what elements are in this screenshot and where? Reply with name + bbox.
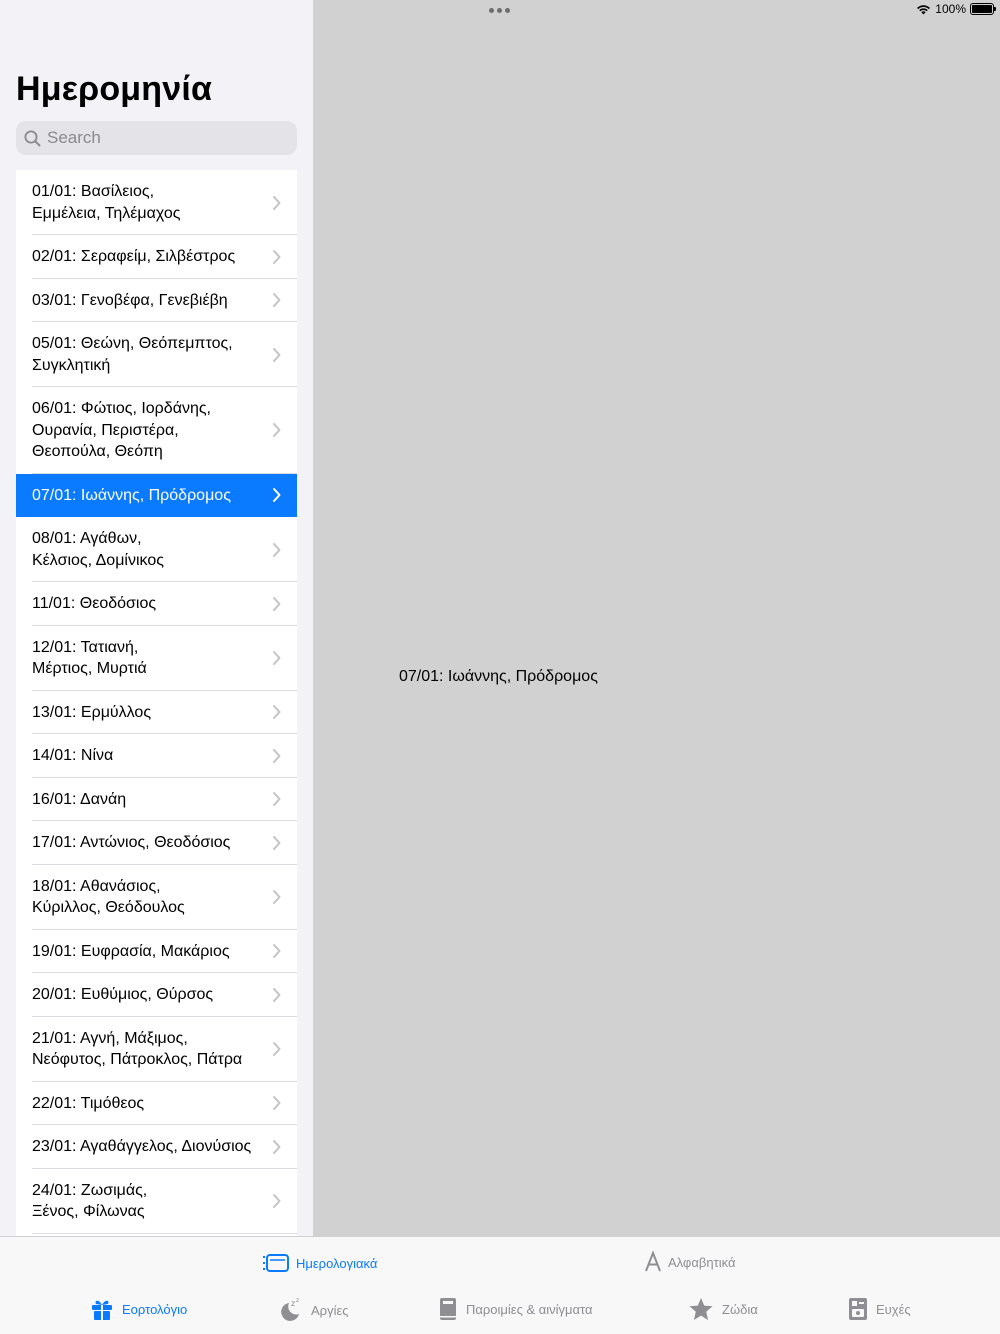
list-item-label	[32, 246, 235, 268]
list-item[interactable]	[16, 973, 297, 1017]
list-item-line: 07/01: Ιωάννης, Πρόδρομος	[32, 486, 231, 504]
list-item[interactable]	[16, 1169, 297, 1234]
list-item-line: Ξένος, Φίλωνας	[32, 1203, 145, 1220]
search-icon	[24, 130, 41, 147]
list-item[interactable]	[16, 517, 297, 582]
multitasking-dots-icon[interactable]	[489, 8, 510, 13]
svg-text:z: z	[291, 1299, 296, 1308]
list-item-line: Συγκλητική	[32, 356, 111, 374]
list-item-line: 11/01: Θεοδόσιος	[32, 595, 157, 612]
chevron-right-icon	[272, 348, 281, 362]
segment-alphabetical[interactable]	[644, 1252, 735, 1272]
tab-zodia[interactable]	[688, 1297, 758, 1321]
list-item-line: 17/01: Αντώνιος, Θεοδόσιος	[32, 834, 231, 851]
list-item[interactable]	[16, 279, 297, 323]
list-item[interactable]	[16, 1082, 297, 1126]
list-item-label	[32, 637, 147, 680]
chevron-right-icon	[272, 705, 281, 719]
list-item-line: 01/01: Βασίλειος,	[32, 183, 155, 200]
moon-sleep-icon	[277, 1297, 303, 1323]
list-item-line: 19/01: Ευφρασία, Μακάριος	[32, 942, 230, 960]
letter-a-icon	[644, 1252, 662, 1272]
wifi-icon	[916, 4, 931, 15]
tab-argies-label: Αργίες	[311, 1302, 349, 1318]
chevron-right-icon	[272, 836, 281, 850]
tab-paroimies[interactable]	[438, 1297, 593, 1321]
list-item-line: 21/01: Αγνή, Μάξιμος,	[32, 1029, 188, 1047]
chevron-right-icon	[272, 597, 281, 611]
list-item-line: 14/01: Νίνα	[32, 747, 114, 764]
chevron-right-icon	[272, 196, 281, 210]
card-icon	[848, 1297, 868, 1321]
chevron-right-icon	[272, 1194, 281, 1208]
list-item-line: 24/01: Ζωσιμάς,	[32, 1181, 148, 1199]
list-item[interactable]	[16, 821, 297, 865]
gift-icon	[90, 1297, 114, 1321]
svg-text:z: z	[296, 1297, 300, 1304]
list-item-line: 18/01: Αθανάσιος,	[32, 877, 161, 895]
list-item[interactable]	[16, 930, 297, 974]
chevron-right-icon	[272, 543, 281, 557]
battery-icon	[970, 3, 994, 15]
chevron-right-icon	[272, 890, 281, 904]
list-item-label	[32, 181, 180, 224]
list-item-line: Νεόφυτος, Πάτροκλος, Πάτρα	[32, 1051, 243, 1068]
list-item-line: Θεοπούλα, Θεόπη	[32, 443, 163, 460]
list-item-line: Εμμέλεια, Τηλέμαχος	[32, 204, 181, 222]
list-item-line: 05/01: Θεώνη, Θεόπεμπτος,	[32, 335, 233, 352]
list-item-line: Κέλσιος, Δομίνικος	[32, 551, 164, 569]
search-bar[interactable]	[16, 121, 297, 155]
list-item-line: 12/01: Τατιανή,	[32, 638, 139, 656]
list-item-line: 03/01: Γενοβέφα, Γενεβιέβη	[32, 291, 228, 309]
tab-zodia-label: Ζώδια	[722, 1301, 758, 1317]
chevron-right-icon	[272, 423, 281, 437]
list-item-label	[32, 1180, 147, 1223]
list-item-label	[32, 832, 230, 854]
list-item[interactable]	[16, 734, 297, 778]
chevron-right-icon	[272, 293, 281, 307]
list-item[interactable]	[16, 170, 297, 235]
chevron-right-icon	[272, 749, 281, 763]
list-item-label	[32, 290, 228, 312]
segment-calendar[interactable]	[262, 1252, 377, 1274]
battery-percent: 100%	[935, 2, 966, 16]
sidebar	[0, 0, 313, 1236]
list-item-label	[32, 702, 151, 724]
tab-bar	[0, 1236, 1000, 1334]
chevron-right-icon	[272, 792, 281, 806]
chevron-right-icon	[272, 488, 281, 502]
segment-calendar-label: Ημερολογιακά	[296, 1255, 378, 1271]
list-item-line: 23/01: Αγαθάγγελος, Διονύσιος	[32, 1138, 252, 1155]
list-item-line: 13/01: Ερμύλλος	[32, 703, 152, 721]
list-item[interactable]	[16, 1125, 297, 1169]
list-item[interactable]	[16, 778, 297, 822]
list-item-label	[32, 941, 230, 963]
list-item-label	[32, 745, 113, 767]
chevron-right-icon	[272, 1140, 281, 1154]
list-item-line: 08/01: Αγάθων,	[32, 530, 142, 547]
chevron-right-icon	[272, 250, 281, 264]
list-item-label	[32, 1136, 251, 1158]
book-icon	[438, 1297, 458, 1321]
list-item-line: 20/01: Ευθύμιος, Θύρσος	[32, 986, 214, 1003]
list-item[interactable]	[16, 387, 297, 474]
list-item-label	[32, 333, 233, 376]
list-item-line: Μέρτιος, Μυρτιά	[32, 660, 147, 677]
star-icon	[688, 1297, 714, 1321]
list-item[interactable]	[16, 626, 297, 691]
chevron-right-icon	[272, 944, 281, 958]
tab-eortologio-label: Εορτολόγιο	[122, 1301, 188, 1317]
list-item-line: 22/01: Τιμόθεος	[32, 1094, 145, 1112]
list-item[interactable]	[16, 474, 297, 518]
tab-euxes[interactable]	[848, 1297, 911, 1321]
tab-eortologio[interactable]	[90, 1297, 187, 1321]
list-item-label	[32, 984, 213, 1006]
list-item[interactable]	[16, 235, 297, 279]
list-item-label	[32, 1028, 242, 1071]
list-item-label	[32, 789, 126, 811]
calendar-list-icon	[262, 1252, 290, 1274]
tab-euxes-label: Ευχές	[876, 1301, 911, 1317]
tab-argies[interactable]	[277, 1297, 349, 1323]
list-item-line: 02/01: Σεραφείμ, Σιλβέστρος	[32, 248, 236, 265]
list-item-line: Κύριλλος, Θεόδουλος	[32, 899, 185, 916]
date-list	[16, 170, 297, 1277]
list-item-line: 06/01: Φώτιος, Ιορδάνης,	[32, 400, 211, 417]
chevron-right-icon	[272, 1042, 281, 1056]
list-item-line: Ουρανία, Περιστέρα,	[32, 421, 179, 439]
list-item-label	[32, 593, 156, 615]
detail-text: 07/01: Ιωάννης, Πρόδρομος	[399, 668, 598, 685]
list-item[interactable]	[16, 1017, 297, 1082]
list-item-label	[32, 485, 231, 507]
search-input[interactable]	[47, 128, 287, 148]
page-title: Ημερομηνία	[16, 70, 213, 108]
list-item-label	[32, 1093, 144, 1115]
chevron-right-icon	[272, 651, 281, 665]
list-item[interactable]	[16, 865, 297, 930]
segment-alphabetical-label: Αλφαβητικά	[668, 1254, 736, 1270]
chevron-right-icon	[272, 988, 281, 1002]
list-item-line: 16/01: Δανάη	[32, 790, 127, 808]
list-item-label	[32, 528, 164, 571]
list-item[interactable]	[16, 322, 297, 387]
list-item-label	[32, 398, 211, 463]
chevron-right-icon	[272, 1096, 281, 1110]
status-right	[916, 2, 994, 16]
list-item[interactable]	[16, 691, 297, 735]
list-item[interactable]	[16, 582, 297, 626]
tab-paroimies-label: Παροιμίες & αινίγματα	[466, 1301, 593, 1317]
list-item-label	[32, 876, 185, 919]
